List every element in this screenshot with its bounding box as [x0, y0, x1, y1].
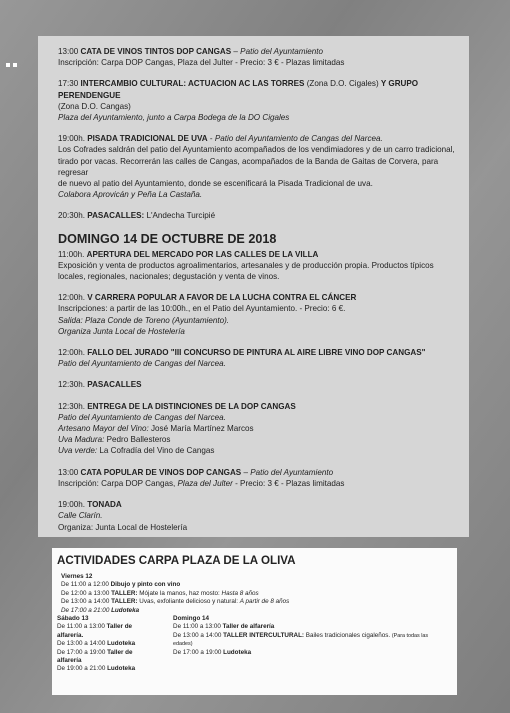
event-distinciones: 12:30h. ENTREGA DE LA DISTINCIONES DE LA DOP CANGAS Patio del Ayuntamiento de Cangas del Narcea. Artesano Mayor del Vino: José María Martínez Marcos Uva Madura: Pedro Ballesteros Uva verde: La Cofradía del Vino de Cangas	[58, 401, 296, 456]
weekend-columns	[57, 615, 457, 674]
program-content	[58, 46, 463, 543]
event-intercambio: 17:30 INTERCAMBIO CULTURAL: ACTUACION AC LAS TORRES (Zona D.O. Cigales) Y GRUPO PERENDENGUE (Zona D.O. Cangas) Plaza del Ayuntamiento, junto a Carpa Bodega de la DO Cigales	[58, 79, 419, 123]
event-pasacalles-sat: 20:30h. PASACALLES: L'Andecha Turcipié	[58, 211, 216, 221]
event-pisada: 19:00h. PISADA TRADICIONAL DE UVA - Patio del Ayuntamiento de Cangas del Narcea. Los Cofrades saldrán del patio del Ayuntamiento acompañados de los vendimiadores y de un carro tradicional, tirado por vacas. Recorrerán las calles de Cangas, acompañados de la Banda de Gaitas de Corvera, para regresar de nuevo al patio del Ayuntamiento, donde se escenificará la Pisada Tradicional de uva. Colabora Aprovicán y Peña La Castaña.	[58, 134, 455, 200]
sabado-block: Sábado 13 De 11:00 a 13:00 Taller de alfarería. De 13:00 a 14:00 Ludoteka De 17:00 a 19:00 Taller de alfarería De 19:00 a 21:00 Ludoteka	[57, 615, 136, 673]
event-fallo-jurado: 12:00h. FALLO DEL JURADO "III CONCURSO DE PINTURA AL AIRE LIBRE VINO DOP CANGAS" Patio del Ayuntamiento de Cangas del Narcea.	[58, 348, 426, 369]
event-carrera: 12:00h. V CARRERA POPULAR A FAVOR DE LA LUCHA CONTRA EL CÁNCER Inscripciones: a partir de las 10:00h., en el Patio del Ayuntamiento. - Precio: 6 €. Salida: Plaza Conde de Toreno (Ayuntamiento). Organiza Junta Local de Hostelería	[58, 293, 357, 336]
event-cata-popular: 13:00 CATA POPULAR DE VINOS DOP CANGAS – Patio del Ayuntamiento Inscripción: Carpa DOP Cangas, Plaza del Julter - Precio: 3 € - Plazas limitadas	[58, 467, 345, 488]
decorative-dots	[6, 54, 20, 72]
viernes-block: Viernes 12 De 11:00 a 12:00 Dibujo y pinto con vino De 12:00 a 13:00 TALLER: Mójate la manos, haz mosto: Hasta 8 años De 13:00 a 14:00 TALLER: Uvas, exfoliante delicioso y natural: A partir de 8 años De 17:00 a 21:00 Ludoteka	[61, 573, 290, 614]
event-tonada: 19:00h. TONADA Calle Clarín. Organiza: Junta Local de Hostelería	[58, 500, 188, 532]
event-mercado: 11:00h. APERTURA DEL MERCADO POR LAS CALLES DE LA VILLA Exposición y venta de productos agroalimentarios, artesanales y de producción propia. Productos típicos locales, regionales, nacionales; degustación y venta de vinos.	[58, 249, 434, 282]
domingo-block: Domingo 14 De 11:00 a 13:00 Taller de alfarería De 13:00 a 14:00 TALLER INTERCULTURAL: Bailes tradicionales cigaleños. (Para todas las edades) De 17:00 a 19:00 Ludoteka	[173, 615, 429, 656]
day-heading: DOMINGO 14 DE OCTUBRE DE 2018	[58, 231, 277, 246]
carpa-content	[57, 554, 457, 674]
carpa-title: ACTIVIDADES CARPA PLAZA DE LA OLIVA	[57, 554, 296, 567]
event-pasacalles-sun: 12:30h. PASACALLES	[58, 380, 142, 390]
event-cata-tintos: 13:00 CATA DE VINOS TINTOS DOP CANGAS – Patio del Ayuntamiento Inscripción: Carpa DOP Cangas, Plaza del Julter - Precio: 3 € - Plazas limitadas	[58, 47, 345, 68]
